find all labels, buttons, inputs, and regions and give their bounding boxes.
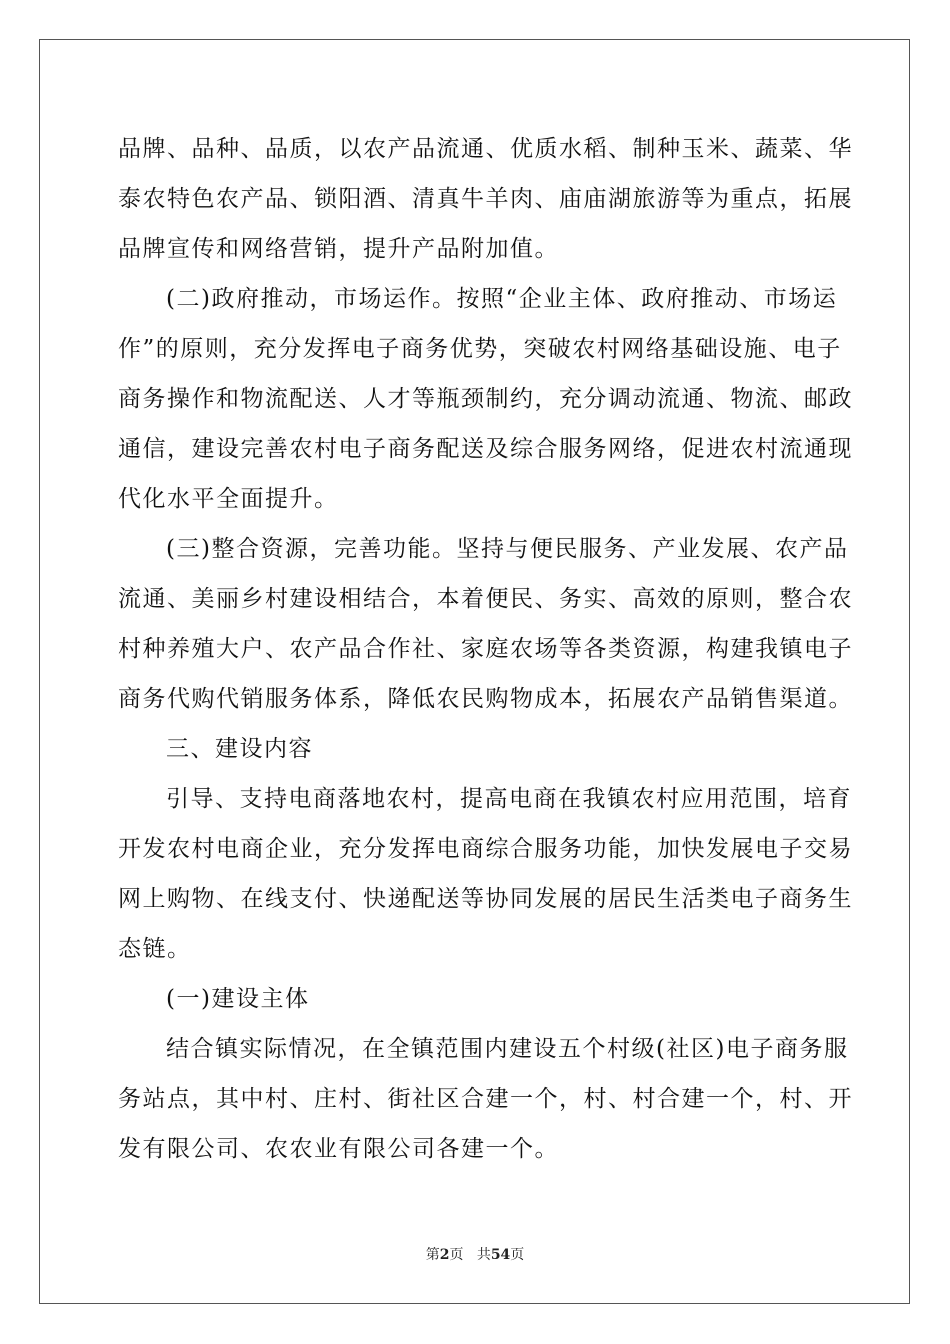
current-page-number: 2 xyxy=(439,1247,450,1263)
text-line: 商务操作和物流配送、人才等瓶颈制约，充分调动流通、物流、邮政 xyxy=(118,386,853,412)
text-line: 结合镇实际情况，在全镇范围内建设五个村级(社区)电子商务服 xyxy=(166,1036,849,1062)
footer-total-prefix: 共 xyxy=(476,1247,491,1263)
text-line: 三、建设内容 xyxy=(166,736,313,762)
text-line: 品牌、品种、品质，以农产品流通、优质水稻、制种玉米、蔬菜、华 xyxy=(118,136,853,162)
footer-page-suffix: 页 xyxy=(449,1247,464,1263)
text-line: 务站点，其中村、庄村、街社区合建一个，村、村合建一个，村、开 xyxy=(118,1086,853,1112)
footer-total-suffix: 页 xyxy=(510,1247,525,1263)
text-line: 品牌宣传和网络营销，提升产品附加值。 xyxy=(118,236,559,262)
total-pages-number: 54 xyxy=(490,1247,511,1263)
text-line: 流通、美丽乡村建设相结合，本着便民、务实、高效的原则，整合农 xyxy=(118,586,853,612)
text-line: 商务代购代销服务体系，降低农民购物成本，拓展农产品销售渠道。 xyxy=(118,686,853,712)
text-line: (一)建设主体 xyxy=(166,986,310,1012)
page-footer xyxy=(0,1244,950,1264)
text-line: 作”的原则，充分发挥电子商务优势，突破农村网络基础设施、电子 xyxy=(118,336,842,362)
text-line: (二)政府推动，市场运作。按照“企业主体、政府推动、市场运 xyxy=(166,286,838,312)
text-line: 态链。 xyxy=(118,936,192,962)
text-line: 通信，建设完善农村电子商务配送及综合服务网络，促进农村流通现 xyxy=(118,436,853,462)
text-line: 网上购物、在线支付、快递配送等协同发展的居民生活类电子商务生 xyxy=(118,886,853,912)
text-line: 村种养殖大户、农产品合作社、家庭农场等各类资源，构建我镇电子 xyxy=(118,636,853,662)
text-line: 开发农村电商企业，充分发挥电商综合服务功能，加快发展电子交易 xyxy=(118,836,853,862)
footer-prefix: 第 xyxy=(425,1247,440,1263)
document-body xyxy=(118,124,853,1174)
text-line: 发有限公司、农农业有限公司各建一个。 xyxy=(118,1136,559,1162)
text-line: 代化水平全面提升。 xyxy=(118,486,339,512)
text-line: (三)整合资源，完善功能。坚持与便民服务、产业发展、农产品 xyxy=(166,536,849,562)
text-line: 引导、支持电商落地农村，提高电商在我镇农村应用范围，培育 xyxy=(166,786,852,812)
text-line: 泰农特色农产品、锁阳酒、清真牛羊肉、庙庙湖旅游等为重点，拓展 xyxy=(118,186,853,212)
